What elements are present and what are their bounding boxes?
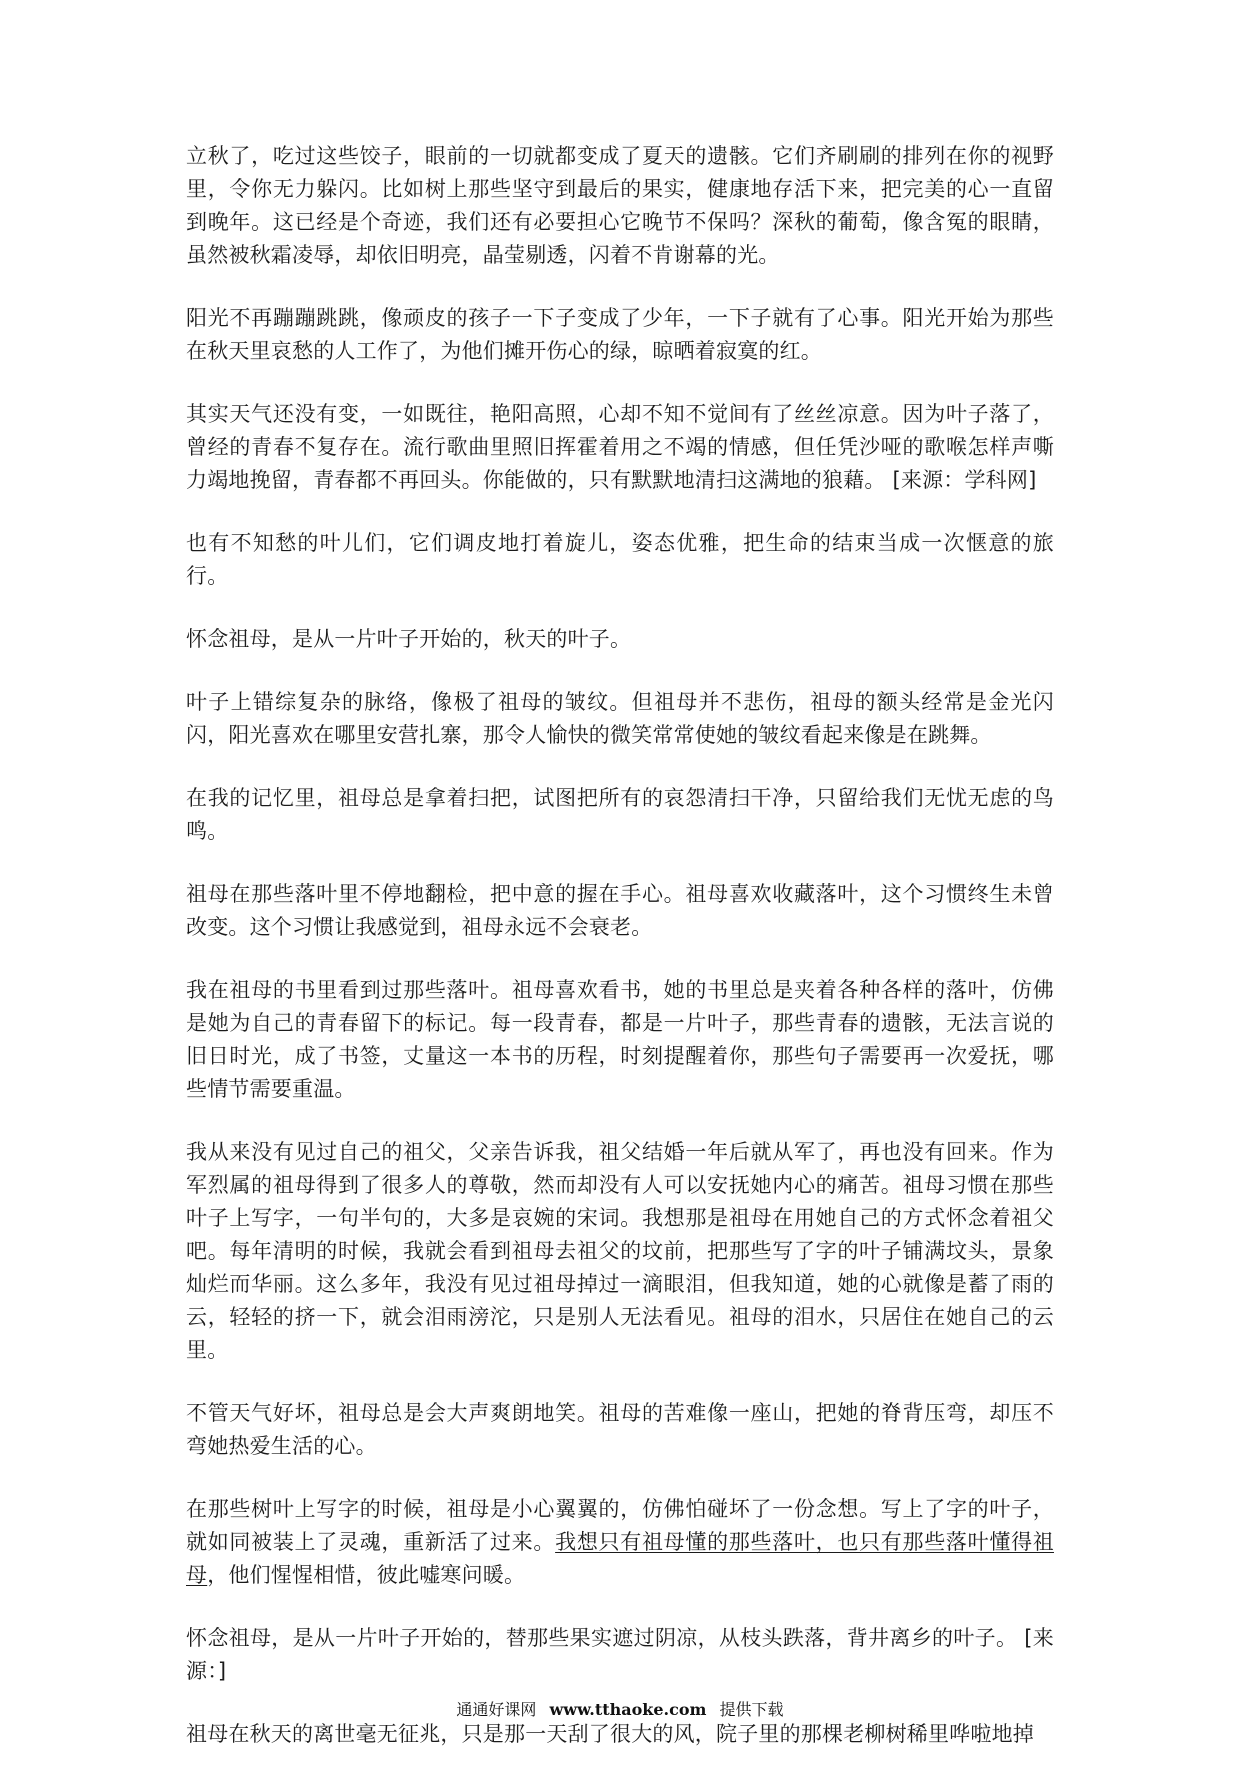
- paragraph-1: 立秋了，吃过这些饺子，眼前的一切就都变成了夏天的遗骸。它们齐刷刷的排列在你的视野里，令你无力躲闪。比如树上那些坚守到最后的果实，健康地存活下来，把完美的心一直留到晚年。这已经是个奇迹，我们还有必要担心它晚节不保吗？深秋的葡萄，像含冤的眼睛，虽然被秋霜凌辱，却依旧明亮，晶莹剔透，闪着不肯谢幕的光。: [186, 144, 1054, 267]
- paragraph-12-text-after: ，他们惺惺相惜，彼此嘘寒问暖。: [207, 1563, 526, 1587]
- paragraph-2: 阳光不再蹦蹦跳跳，像顽皮的孩子一下子变成了少年，一下子就有了心事。阳光开始为那些在秋天里哀愁的人工作了，为他们摊开伤心的绿，晾晒着寂寞的红。: [186, 306, 1054, 363]
- paragraph-8: 祖母在那些落叶里不停地翻检，把中意的握在手心。祖母喜欢收藏落叶，这个习惯终生未曾改变。这个习惯让我感觉到，祖母永远不会衰老。: [186, 882, 1054, 939]
- paragraph-3: 其实天气还没有变，一如既往，艳阳高照，心却不知不觉间有了丝丝凉意。因为叶子落了，曾经的青春不复存在。流行歌曲里照旧挥霍着用之不竭的情感，但任凭沙哑的歌喉怎样声嘶力竭地挽留，青春都不再回头。你能做的，只有默默地清扫这满地的狼藉。 [来源：学科网]: [186, 402, 1054, 492]
- footer-site-name: 通通好课网: [456, 1700, 537, 1719]
- paragraph-5: 怀念祖母，是从一片叶子开始的，秋天的叶子。: [186, 627, 632, 651]
- paragraph-7: 在我的记忆里，祖母总是拿着扫把，试图把所有的哀怨清扫干净，只留给我们无忧无虑的鸟鸣。: [186, 786, 1054, 843]
- paragraph-6: 叶子上错综复杂的脉络，像极了祖母的皱纹。但祖母并不悲伤，祖母的额头经常是金光闪闪，阳光喜欢在哪里安营扎寨，那令人愉快的微笑常常使她的皱纹看起来像是在跳舞。: [186, 690, 1054, 747]
- footer-url[interactable]: www.tthaoke.com: [549, 1700, 707, 1719]
- paragraph-11: 不管天气好坏，祖母总是会大声爽朗地笑。祖母的苦难像一座山，把她的脊背压弯，却压不弯她热爱生活的心。: [186, 1401, 1054, 1458]
- page-footer: [0, 1700, 1240, 1720]
- footer-suffix: 提供下载: [719, 1700, 784, 1719]
- underlined-sentence: 我想只有祖母懂的那些落叶，也只有那些落叶懂得祖母: [186, 1530, 1054, 1587]
- paragraph-14: 祖母在秋天的离世毫无征兆，只是那一天刮了很大的风，院子里的那棵老柳树稀里哗啦地掉: [186, 1722, 1034, 1746]
- paragraph-13: 怀念祖母，是从一片叶子开始的，替那些果实遮过阴凉，从枝头跌落，背井离乡的叶子。 [来源：]: [186, 1626, 1054, 1683]
- paragraph-9: 我在祖母的书里看到过那些落叶。祖母喜欢看书，她的书里总是夹着各种各样的落叶，仿佛是她为自己的青春留下的标记。每一段青春，都是一片叶子，那些青春的遗骸，无法言说的旧日时光，成了书签，丈量这一本书的历程，时刻提醒着你，那些句子需要再一次爱抚，哪些情节需要重温。: [186, 978, 1054, 1101]
- paragraph-4: 也有不知愁的叶儿们，它们调皮地打着旋儿，姿态优雅，把生命的结束当成一次惬意的旅行。: [186, 531, 1054, 588]
- paragraph-12-text-before: 在那些树叶上写字的时候，祖母是小心翼翼的，仿佛怕碰坏了一份念想。写上了字的叶子，就如同被装上了灵魂，重新活了过来。: [186, 1497, 1054, 1554]
- article-body: [186, 140, 1054, 1781]
- paragraph-12: [186, 1493, 1054, 1592]
- paragraph-10: 我从来没有见过自己的祖父，父亲告诉我，祖父结婚一年后就从军了，再也没有回来。作为军烈属的祖母得到了很多人的尊敬，然而却没有人可以安抚她内心的痛苦。祖母习惯在那些叶子上写字，一句半句的，大多是哀婉的宋词。我想那是祖母在用她自己的方式怀念着祖父吧。每年清明的时候，我就会看到祖母去祖父的坟前，把那些写了字的叶子铺满坟头，景象灿烂而华丽。这么多年，我没有见过祖母掉过一滴眼泪，但我知道，她的心就像是蓄了雨的云，轻轻的挤一下，就会泪雨滂沱，只是别人无法看见。祖母的泪水，只居住在她自己的云里。: [186, 1140, 1054, 1362]
